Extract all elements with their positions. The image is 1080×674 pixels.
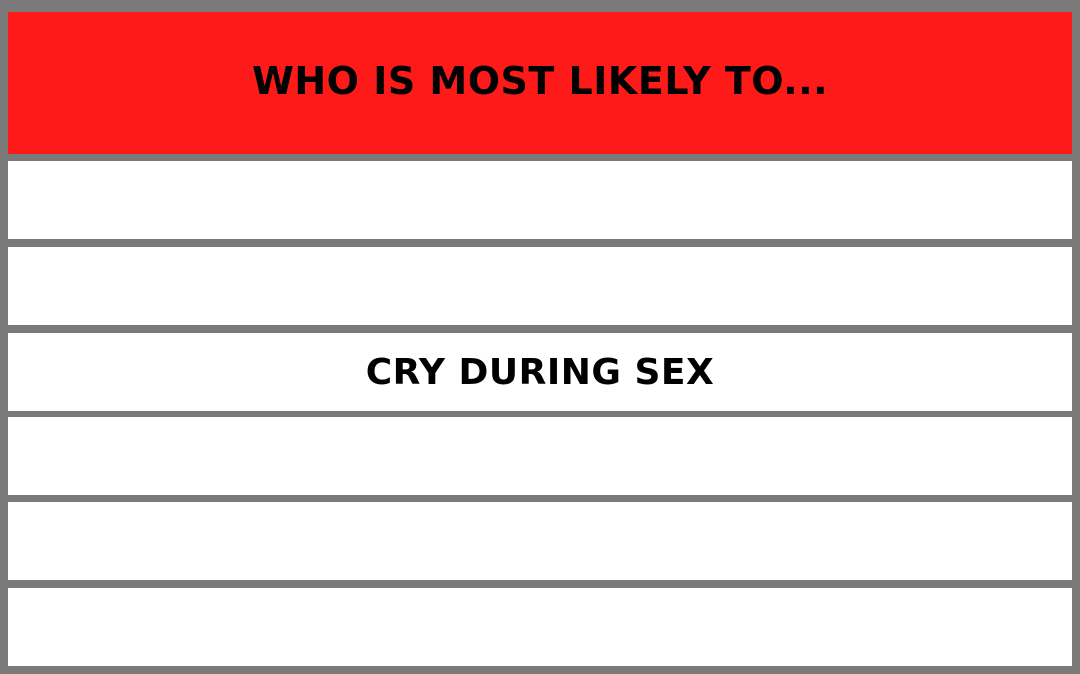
answer-row-3 — [8, 333, 1072, 411]
header-title: WHO IS MOST LIKELY TO... — [251, 59, 829, 103]
answer-row-5 — [8, 502, 1072, 580]
answer-row-4 — [8, 417, 1072, 495]
answer-row-6 — [8, 588, 1072, 666]
answer-row-2 — [8, 247, 1072, 325]
card-header — [8, 12, 1072, 154]
answer-row-1 — [8, 161, 1072, 239]
row-text: CRY DURING SEX — [365, 351, 715, 393]
